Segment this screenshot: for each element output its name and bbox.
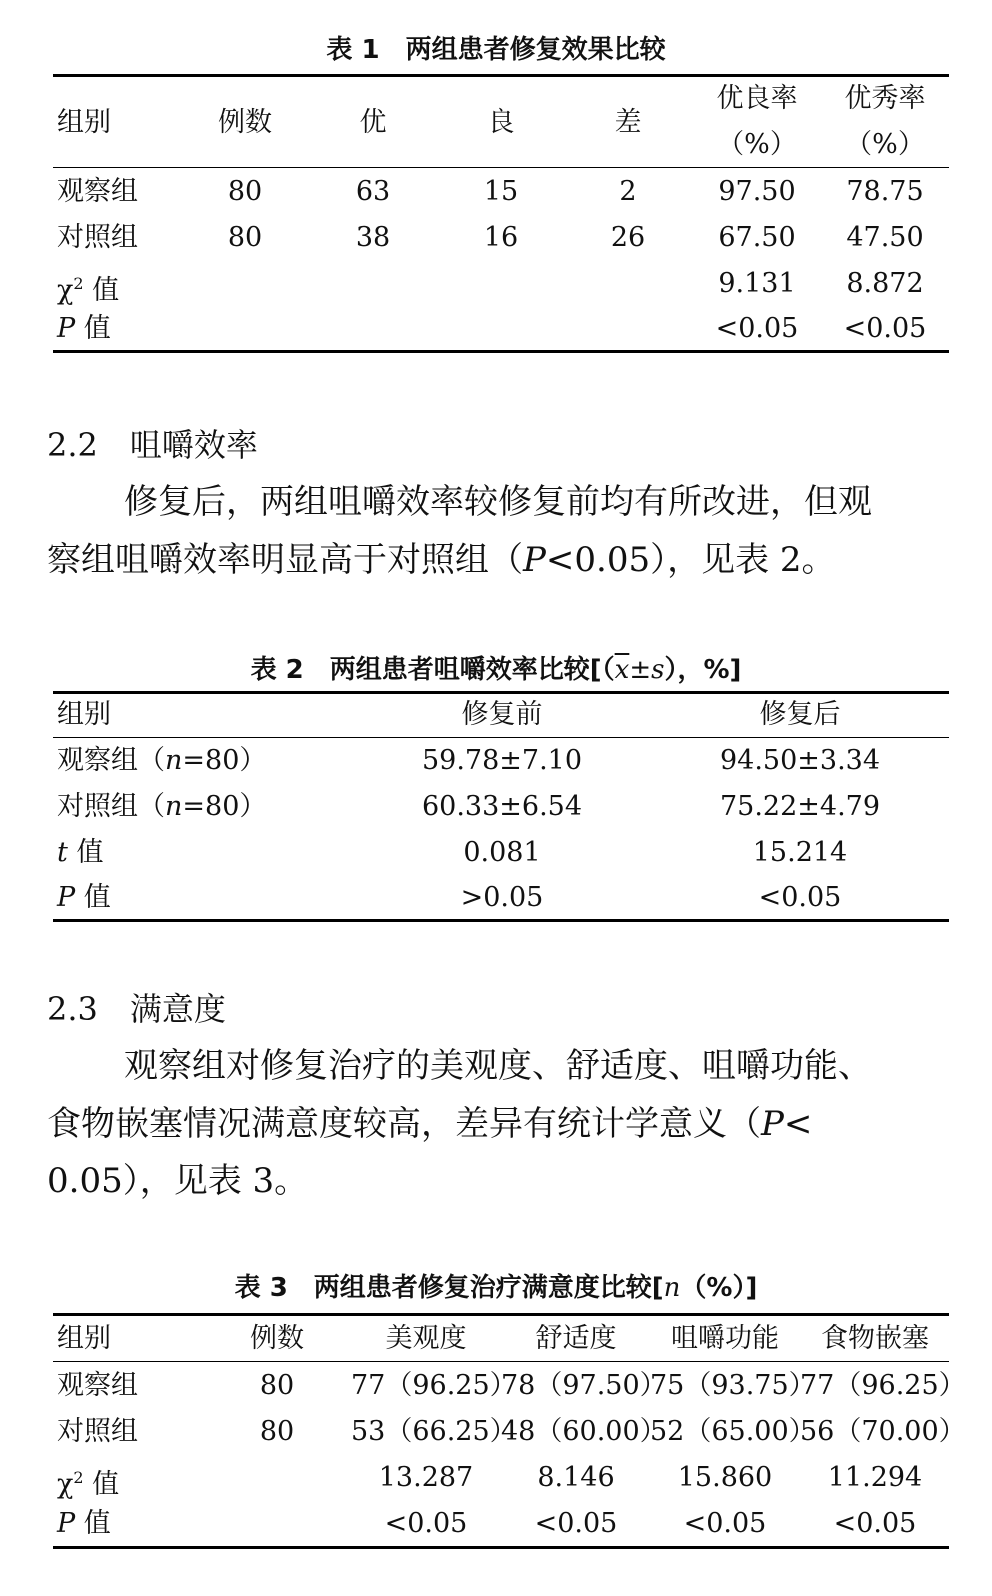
table1-header-poor: 差 xyxy=(614,107,642,138)
section23-heading: 2.3 满意度 xyxy=(47,990,226,1028)
table1-row1-good-rate: 97.50 xyxy=(718,176,796,207)
table3-p-comfort: <0.05 xyxy=(534,1508,618,1539)
table2-row2-label xyxy=(57,790,266,824)
table2-row2-n: n xyxy=(165,791,183,822)
table2-row2-label-end: =80） xyxy=(182,791,267,822)
section22-heading: 2.2 咀嚼效率 xyxy=(47,426,258,464)
table2-header-group: 组别 xyxy=(57,699,111,730)
table2-caption xyxy=(0,655,992,685)
table3-p-food-impaction: <0.05 xyxy=(833,1508,917,1539)
table2-t-label xyxy=(57,836,103,870)
p-symbol: P xyxy=(57,882,76,913)
table3-header-aesthetics: 美观度 xyxy=(385,1323,467,1354)
table1-row1-excellent: 63 xyxy=(355,176,391,207)
table1-p-good-rate: <0.05 xyxy=(715,313,799,344)
table3-row2-comfort: 48（60.00） xyxy=(501,1416,667,1447)
table1-chi-good-rate: 9.131 xyxy=(718,268,796,299)
table2-row1-label-start: 观察组（ xyxy=(57,745,165,776)
table3-header-food-impaction: 食物嵌塞 xyxy=(821,1323,929,1354)
table1-header-count: 例数 xyxy=(218,107,272,138)
table2-row1-label xyxy=(57,744,266,778)
table1-p-excellent-rate: <0.05 xyxy=(843,313,927,344)
p-suffix: 值 xyxy=(75,1508,111,1539)
table3-chi-chewing: 15.860 xyxy=(677,1462,773,1493)
table2-caption-sd: s xyxy=(651,655,665,685)
table1-row2-excellent-rate: 47.50 xyxy=(846,222,924,253)
table3-chi-food-impaction: 11.294 xyxy=(827,1462,923,1493)
table1-chi-label xyxy=(57,267,119,308)
table3-row1-comfort: 78（97.50） xyxy=(501,1370,667,1401)
table2-caption-end: ），%] xyxy=(664,655,742,685)
table1-row2-count: 80 xyxy=(227,222,263,253)
section23-line2 xyxy=(47,1104,812,1144)
table1-row1-count: 80 xyxy=(227,176,263,207)
table2-t-after: 15.214 xyxy=(752,837,848,868)
p-suffix: 值 xyxy=(75,882,111,913)
table3-chi-aesthetics: 13.287 xyxy=(378,1462,474,1493)
table2-row1-n: n xyxy=(165,745,183,776)
section22-p-symbol: P xyxy=(523,540,546,580)
section23-p-symbol: P xyxy=(761,1104,784,1144)
table1-header-good-rate: 优良率 xyxy=(716,83,798,114)
chi-superscript: 2 xyxy=(73,1468,84,1487)
table1-top-rule xyxy=(53,74,949,77)
table2-row2-before: 60.33±6.54 xyxy=(421,791,583,822)
table2-header-after: 修复后 xyxy=(759,699,841,730)
section23-line1: 观察组对修复治疗的美观度、舒适度、咀嚼功能、 xyxy=(124,1046,872,1086)
table1-header-good-rate-unit: （%） xyxy=(717,129,797,160)
table2-top-rule xyxy=(53,691,949,694)
table3-chi-label xyxy=(57,1461,119,1502)
chi-suffix: 值 xyxy=(83,1469,120,1500)
table2-p-label xyxy=(57,881,111,915)
table3-chi-comfort: 8.146 xyxy=(537,1462,615,1493)
table3-bottom-rule xyxy=(53,1546,949,1549)
section23-line3: 0.05），见表 3。 xyxy=(47,1161,309,1201)
table3-caption-start: 表 3 两组患者修复治疗满意度比较[ xyxy=(234,1273,664,1303)
table2-header-before: 修复前 xyxy=(461,699,543,730)
chi-symbol: χ xyxy=(57,1469,74,1500)
section23-line2-text: 食物嵌塞情况满意度较高，差异有统计学意义（ xyxy=(47,1104,761,1144)
table3-row1-label: 观察组 xyxy=(57,1370,138,1401)
table1-row1-poor: 2 xyxy=(619,176,637,207)
table3-row1-aesthetics: 77（96.25） xyxy=(351,1370,517,1401)
p-symbol: P xyxy=(57,313,76,344)
table3-header-rule xyxy=(53,1361,949,1362)
table1-chi-excellent-rate: 8.872 xyxy=(846,268,924,299)
table2-row1-label-end: =80） xyxy=(182,745,267,776)
table2-t-before: 0.081 xyxy=(463,837,541,868)
section22-line1: 修复后，两组咀嚼效率较修复前均有所改进，但观 xyxy=(124,482,872,522)
table3-top-rule xyxy=(53,1313,949,1316)
table1-header-good: 良 xyxy=(487,107,515,138)
table1-row2-excellent: 38 xyxy=(355,222,391,253)
t-suffix: 值 xyxy=(67,837,104,868)
table1-header-group: 组别 xyxy=(57,107,111,138)
table3-caption xyxy=(0,1273,992,1303)
table1-row2-good-rate: 67.50 xyxy=(718,222,796,253)
table1-row2-label: 对照组 xyxy=(57,222,138,253)
table2-caption-pm: ± xyxy=(629,655,652,685)
table1-row1-good: 15 xyxy=(483,176,519,207)
p-symbol: P xyxy=(57,1508,76,1539)
table1-header-rule xyxy=(53,167,949,168)
table3-header-comfort: 舒适度 xyxy=(535,1323,617,1354)
table3-p-aesthetics: <0.05 xyxy=(384,1508,468,1539)
table3-row1-chewing: 75（93.75） xyxy=(650,1370,816,1401)
table2-row1-after: 94.50±3.34 xyxy=(719,745,881,776)
table1-row2-good: 16 xyxy=(483,222,519,253)
table1-header-excellent-rate: 优秀率 xyxy=(844,83,926,114)
table3-caption-end: （%）] xyxy=(680,1273,758,1303)
table1-header-excellent-rate-unit: （%） xyxy=(845,129,925,160)
table2-p-after: <0.05 xyxy=(758,882,842,913)
table2-row2-after: 75.22±4.79 xyxy=(719,791,881,822)
table3-row1-food-impaction: 77（96.25） xyxy=(800,1370,966,1401)
table3-header-chewing: 咀嚼功能 xyxy=(671,1323,779,1354)
table3-row1-count: 80 xyxy=(259,1370,295,1401)
table3-row2-food-impaction: 56（70.00） xyxy=(800,1416,966,1447)
section22-line2 xyxy=(47,540,836,580)
table3-p-chewing: <0.05 xyxy=(683,1508,767,1539)
table3-row2-chewing: 52（65.00） xyxy=(650,1416,816,1447)
table1-header-excellent: 优 xyxy=(359,107,387,138)
p-suffix: 值 xyxy=(75,313,111,344)
chi-symbol: χ xyxy=(57,275,74,306)
table2-row2-label-start: 对照组（ xyxy=(57,791,165,822)
table3-header-group: 组别 xyxy=(57,1323,111,1354)
table2-row1-before: 59.78±7.10 xyxy=(421,745,583,776)
table3-row2-count: 80 xyxy=(259,1416,295,1447)
table1-row2-poor: 26 xyxy=(610,222,646,253)
table2-bottom-rule xyxy=(53,919,949,922)
table2-header-rule xyxy=(53,737,949,738)
section22-line2-text: 察组咀嚼效率明显高于对照组（ xyxy=(47,540,523,580)
table3-header-count: 例数 xyxy=(250,1323,304,1354)
table2-caption-start: 表 2 两组患者咀嚼效率比较[（ xyxy=(250,655,615,685)
table2-caption-mean: $\overline{x}$ xyxy=(614,655,630,685)
table3-row2-label: 对照组 xyxy=(57,1416,138,1447)
section23-line2-end: < xyxy=(783,1104,813,1144)
table1-bottom-rule xyxy=(53,350,949,353)
chi-suffix: 值 xyxy=(83,275,120,306)
table1-caption: 表 1 两组患者修复效果比较 xyxy=(326,35,666,65)
chi-superscript: 2 xyxy=(73,274,84,293)
table3-row2-aesthetics: 53（66.25） xyxy=(351,1416,517,1447)
table3-p-label xyxy=(57,1507,111,1541)
table1-row1-label: 观察组 xyxy=(57,176,138,207)
table3-caption-n: n xyxy=(663,1273,681,1303)
table1-p-label xyxy=(57,312,111,346)
table1-row1-excellent-rate: 78.75 xyxy=(846,176,924,207)
t-symbol: t xyxy=(57,837,68,868)
section22-line2-end: <0.05），见表 2。 xyxy=(545,540,836,580)
table2-p-before: >0.05 xyxy=(460,882,544,913)
